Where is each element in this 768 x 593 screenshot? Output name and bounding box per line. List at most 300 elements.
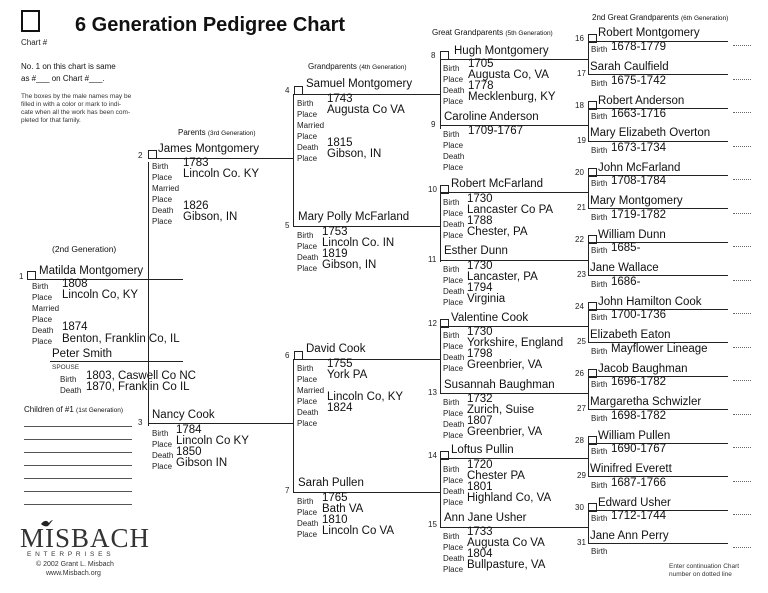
person-18-number: 18 — [575, 101, 584, 110]
person-10-birth: 1730 — [467, 193, 493, 205]
person-17-name: Sarah Caulfield — [590, 61, 669, 73]
person-12-line — [440, 326, 588, 327]
person-22-birth-label: Birth — [591, 246, 608, 255]
child-line-2[interactable] — [24, 439, 132, 440]
note-line-2: as #___ on Chart #___. — [21, 74, 105, 83]
person-30-birth-label: Birth — [591, 514, 608, 523]
person-8-place-label: Place — [443, 75, 464, 84]
person-14-name: Loftus Pullin — [451, 444, 514, 456]
person-1-birth-label: Birth — [32, 282, 49, 291]
person-13-death-place: Greenbrier, VA — [467, 426, 543, 438]
website: www.Misbach.org — [46, 570, 101, 577]
person-7-death-place: Lincoln Co VA — [322, 525, 395, 537]
person-9-name: Caroline Anderson — [444, 111, 539, 123]
person-14-number: 14 — [428, 451, 437, 460]
person-8-place2-label: Place — [443, 97, 464, 106]
spouse-name: Peter Smith — [52, 348, 113, 360]
person-16-birth: 1678-1779 — [611, 41, 666, 53]
person-6-birth: 1755 — [327, 358, 353, 370]
person-11-death: 1794 — [467, 282, 493, 294]
person-23-number: 23 — [577, 270, 586, 279]
person-8-name: Hugh Montgomery — [454, 45, 549, 57]
person-12-birth: 1730 — [467, 326, 493, 338]
person-7-birth-label: Birth — [297, 497, 314, 506]
box-note-4: pleted for that family. — [21, 117, 81, 124]
gen3-sub: (3rd Generation) — [207, 130, 256, 137]
box-note-3: cate when all the work has been com- — [21, 109, 131, 116]
gen3-heading — [178, 128, 256, 137]
person-10-death-label: Death — [443, 220, 465, 229]
person-2-birth: 1783 — [183, 157, 209, 169]
person-26-number: 26 — [575, 369, 584, 378]
continuation-note-2: number on dotted line — [669, 571, 732, 578]
person-1-death-place: Benton, Franklin Co, IL — [62, 333, 180, 345]
person-2-place3-label: Place — [152, 217, 173, 226]
person-30-name: Edward Usher — [598, 497, 671, 509]
connector-10 — [588, 175, 589, 208]
person-3-place2-label: Place — [152, 462, 173, 471]
person-22-line — [588, 242, 728, 243]
person-27-number: 27 — [577, 404, 586, 413]
person-15-death-label: Death — [443, 554, 465, 563]
connector-1 — [148, 162, 149, 426]
person-3-birth: 1784 — [176, 424, 202, 436]
person-4-married-label: Married — [297, 121, 325, 130]
person-12-death: 1798 — [467, 348, 493, 360]
person-8-death: 1778 — [468, 80, 494, 92]
connector-4 — [440, 59, 441, 129]
box-note-1: The boxes by the male names may be — [21, 93, 132, 100]
page-title: 6 Generation Pedigree Chart — [75, 14, 346, 36]
continuation-30[interactable] — [733, 514, 751, 515]
person-5-line — [293, 226, 440, 227]
person-26-birth-label: Birth — [591, 380, 608, 389]
person-1-birth: 1808 — [62, 278, 88, 290]
person-5-number: 5 — [285, 221, 290, 230]
person-1-married-label: Married — [32, 304, 60, 313]
person-26-birth: 1696-1782 — [611, 376, 666, 388]
person-14-place2-label: Place — [443, 498, 464, 507]
person-2-line — [148, 158, 293, 159]
logo-wordmark: MISBACH — [20, 523, 151, 553]
connector-9 — [588, 108, 589, 141]
person-11-place-label: Place — [443, 276, 464, 285]
person-8-death-label: Death — [443, 86, 465, 95]
person-8-death-place: Mecklenburg, KY — [468, 91, 556, 103]
person-5-place2-label: Place — [297, 264, 318, 273]
person-22-birth: 1685- — [611, 242, 641, 254]
person-5-death: 1819 — [322, 248, 348, 260]
person-2-name: James Montgomery — [158, 143, 259, 155]
person-12-number: 12 — [428, 319, 437, 328]
person-6-name: David Cook — [306, 343, 366, 355]
person-4-birth-place: Augusta Co VA — [327, 104, 405, 116]
person-10-birth-place: Lancaster Co PA — [467, 204, 554, 216]
person-10-name: Robert McFarland — [451, 178, 544, 190]
person-9-death-label: Death — [443, 152, 465, 161]
copyright: © 2002 Grant L. Misbach — [36, 561, 114, 568]
person-4-birth-label: Birth — [297, 99, 314, 108]
person-15-death-place: Bullpasture, VA — [467, 559, 546, 571]
person-6-birth-place: York PA — [327, 369, 368, 381]
connector-12 — [588, 309, 589, 342]
child-line-4[interactable] — [24, 465, 132, 466]
person-3-birth-place: Lincoln Co KY — [176, 435, 249, 447]
person-4-birth: 1743 — [327, 93, 353, 105]
person-12-death-place: Greenbrier, VA — [467, 359, 543, 371]
continuation-24[interactable] — [733, 313, 751, 314]
person-31-birth-label: Birth — [591, 547, 608, 556]
person-7-number: 7 — [285, 486, 290, 495]
person-30-number: 30 — [575, 503, 584, 512]
child-line-1[interactable] — [24, 426, 132, 427]
spouse-line — [50, 361, 183, 362]
person-4-line — [293, 94, 440, 95]
person-7-birth: 1765 — [322, 492, 348, 504]
person-25-birth: Mayflower Lineage — [611, 343, 708, 355]
person-11-birth-place: Lancaster, PA — [467, 271, 538, 283]
person-15-death: 1804 — [467, 548, 493, 560]
connector-14 — [588, 443, 589, 476]
person-8-number: 8 — [431, 51, 436, 60]
person-14-birth-place: Chester PA — [467, 470, 525, 482]
person-25-number: 25 — [577, 337, 586, 346]
person-8-line — [440, 59, 588, 60]
person-7-place-label: Place — [297, 508, 318, 517]
person-24-number: 24 — [575, 302, 584, 311]
person-14-place-label: Place — [443, 476, 464, 485]
person-29-number: 29 — [577, 471, 586, 480]
person-1-place3-label: Place — [32, 337, 53, 346]
person-2-place2-label: Place — [152, 195, 173, 204]
person-6-line — [293, 359, 440, 360]
person-7-birth-place: Bath VA — [322, 503, 364, 515]
person-20-birth: 1708-1784 — [611, 175, 666, 187]
person-9-birth-label: Birth — [443, 130, 460, 139]
spouse-birth: 1803, Caswell Co NC — [86, 370, 196, 382]
person-14-death-label: Death — [443, 487, 465, 496]
person-1-place2-label: Place — [32, 315, 53, 324]
person-4-place3-label: Place — [297, 154, 318, 163]
person-7-death: 1810 — [322, 514, 348, 526]
person-15-number: 15 — [428, 520, 437, 529]
person-10-death-place: Chester, PA — [467, 226, 528, 238]
person-8-birth: 1705 — [468, 58, 494, 70]
person-10-place-label: Place — [443, 209, 464, 218]
person-15-birth: 1733 — [467, 526, 493, 538]
person-10-number: 10 — [428, 185, 437, 194]
gen6-heading — [592, 13, 728, 22]
person-20-name: John McFarland — [598, 162, 681, 174]
person-14-line — [440, 458, 588, 459]
person-12-name: Valentine Cook — [451, 312, 529, 324]
person-8-birth-place: Augusta Co, VA — [468, 69, 549, 81]
person-26-name: Jacob Baughman — [598, 363, 688, 375]
person-28-number: 28 — [575, 436, 584, 445]
person-10-birth-label: Birth — [443, 198, 460, 207]
continuation-23[interactable] — [733, 280, 751, 281]
person-2-birth-place: Lincoln Co. KY — [183, 168, 260, 180]
person-4-name: Samuel Montgomery — [306, 78, 413, 90]
person-13-birth-label: Birth — [443, 398, 460, 407]
person-6-married-label: Married — [297, 386, 325, 395]
person-13-death-label: Death — [443, 420, 465, 429]
person-3-birth-label: Birth — [152, 429, 169, 438]
person-18-name: Robert Anderson — [598, 95, 685, 107]
person-5-birth: 1753 — [322, 226, 348, 238]
person-4-place2-label: Place — [297, 132, 318, 141]
spouse-death: 1870, Franklin Co IL — [86, 381, 190, 393]
person-21-number: 21 — [577, 203, 586, 212]
person-9-place2-label: Place — [443, 163, 464, 172]
person-16-number: 16 — [575, 34, 584, 43]
person-9-number: 9 — [431, 120, 436, 129]
person-17-birth: 1675-1742 — [611, 75, 666, 87]
person-18-birth-label: Birth — [591, 112, 608, 121]
gen2-heading: (2nd Generation) — [52, 244, 117, 254]
person-3-place-label: Place — [152, 440, 173, 449]
person-7-death-label: Death — [297, 519, 319, 528]
person-29-birth: 1687-1766 — [611, 477, 666, 489]
person-12-place2-label: Place — [443, 364, 464, 373]
person-11-line — [440, 260, 588, 261]
person-11-name: Esther Dunn — [444, 245, 508, 257]
person-15-line — [440, 527, 588, 528]
continuation-note-1: Enter continuation Chart — [669, 563, 740, 570]
person-13-death: 1807 — [467, 415, 493, 427]
person-13-place-label: Place — [443, 409, 464, 418]
person-24-birth-label: Birth — [591, 313, 608, 322]
box-note-2: filled in with a color or mark to indi- — [21, 101, 122, 108]
children-heading — [24, 405, 123, 414]
note-line-1: No. 1 on this chart is same — [21, 62, 116, 71]
person-25-name: Elizabeth Eaton — [590, 329, 671, 341]
person-24-name: John Hamilton Cook — [598, 296, 702, 308]
children-sub: (1st Generation) — [76, 407, 124, 414]
person-9-birth: 1709-1767 — [468, 125, 523, 137]
chart-number-box[interactable] — [21, 10, 40, 32]
person-9-place-label: Place — [443, 141, 464, 150]
person-1-death: 1874 — [62, 321, 88, 333]
gen5-heading — [432, 28, 553, 37]
person-27-name: Margaretha Schwizler — [590, 396, 702, 408]
person-20-number: 20 — [575, 168, 584, 177]
continuation-29[interactable] — [733, 481, 751, 482]
person-30-birth: 1712-1744 — [611, 510, 666, 522]
person-10-place2-label: Place — [443, 231, 464, 240]
person-23-line — [588, 275, 728, 276]
person-2-death-place: Gibson, IN — [183, 211, 238, 223]
person-11-birth-label: Birth — [443, 265, 460, 274]
person-4-death: 1815 — [327, 137, 353, 149]
person-7-name: Sarah Pullen — [298, 477, 364, 489]
gen3-title: Parents — [178, 128, 206, 137]
connector-8 — [588, 41, 589, 74]
person-12-place-label: Place — [443, 342, 464, 351]
person-21-name: Mary Montgomery — [590, 195, 683, 207]
person-14-birth: 1720 — [467, 459, 493, 471]
continuation-19[interactable] — [733, 146, 751, 147]
gen4-title: Grandparents — [308, 62, 357, 71]
person-22-name: William Dunn — [598, 229, 666, 241]
person-1-name: Matilda Montgomery — [39, 265, 144, 277]
continuation-25[interactable] — [733, 347, 751, 348]
person-10-death: 1788 — [467, 215, 493, 227]
person-1-number: 1 — [19, 272, 24, 281]
person-6-place-label: Place — [297, 375, 318, 384]
person-14-death-place: Highland Co, VA — [467, 492, 552, 504]
child-line-6[interactable] — [24, 491, 132, 492]
connector-7 — [440, 458, 441, 527]
person-4-death-label: Death — [297, 143, 319, 152]
person-13-birth: 1732 — [467, 393, 493, 405]
person-28-birth: 1690-1767 — [611, 443, 666, 455]
person-3-death-place: Gibson IN — [176, 457, 228, 469]
connector-3 — [293, 359, 294, 493]
continuation-21[interactable] — [733, 213, 751, 214]
person-29-birth-label: Birth — [591, 481, 608, 490]
person-31-number: 31 — [577, 538, 586, 547]
child-line-3[interactable] — [24, 452, 132, 453]
person-13-birth-place: Zurich, Suise — [467, 404, 535, 416]
person-15-name: Ann Jane Usher — [444, 512, 527, 524]
person-1-death-label: Death — [32, 326, 54, 335]
person-20-birth-label: Birth — [591, 179, 608, 188]
continuation-27[interactable] — [733, 414, 751, 415]
connector-13 — [588, 376, 589, 409]
person-21-birth: 1719-1782 — [611, 209, 666, 221]
person-11-death-label: Death — [443, 287, 465, 296]
continuation-17[interactable] — [733, 79, 751, 80]
connector-2 — [293, 94, 294, 226]
children-title: Children of #1 — [24, 405, 74, 414]
person-2-place-label: Place — [152, 173, 173, 182]
person-17-birth-label: Birth — [591, 79, 608, 88]
person-6-number: 6 — [285, 351, 290, 360]
person-4-death-place: Gibson, IN — [327, 148, 382, 160]
person-17-number: 17 — [577, 69, 586, 78]
person-10-line — [440, 192, 588, 193]
person-2-married-label: Married — [152, 184, 180, 193]
person-19-birth: 1673-1734 — [611, 142, 666, 154]
person-3-name: Nancy Cook — [152, 409, 215, 421]
person-18-birth: 1663-1716 — [611, 108, 666, 120]
person-2-death: 1826 — [183, 200, 209, 212]
person-7-place2-label: Place — [297, 530, 318, 539]
person-27-birth: 1698-1782 — [611, 410, 666, 422]
person-7-line — [293, 492, 440, 493]
person-19-birth-label: Birth — [591, 146, 608, 155]
person-6-death: 1824 — [327, 402, 353, 414]
continuation-22[interactable] — [733, 246, 751, 247]
person-19-number: 19 — [577, 136, 586, 145]
person-27-birth-label: Birth — [591, 414, 608, 423]
person-28-birth-label: Birth — [591, 447, 608, 456]
logo-subtitle: E N T E R P R I S E S — [27, 551, 112, 558]
person-6-place3-label: Place — [297, 419, 318, 428]
person-15-birth-label: Birth — [443, 532, 460, 541]
connector-11 — [588, 242, 589, 275]
connector-15 — [588, 510, 589, 543]
person-13-name: Susannah Baughman — [444, 379, 555, 391]
person-2-number: 2 — [138, 151, 143, 160]
continuation-18[interactable] — [733, 112, 751, 113]
person-24-birth: 1700-1736 — [611, 309, 666, 321]
person-31-line — [588, 543, 728, 544]
person-16-birth-label: Birth — [591, 45, 608, 54]
continuation-28[interactable] — [733, 447, 751, 448]
child-line-5[interactable] — [24, 478, 132, 479]
person-5-place-label: Place — [297, 242, 318, 251]
person-25-birth-label: Birth — [591, 347, 608, 356]
continuation-26[interactable] — [733, 380, 751, 381]
person-11-place2-label: Place — [443, 298, 464, 307]
person-13-number: 13 — [428, 388, 437, 397]
person-21-birth-label: Birth — [591, 213, 608, 222]
person-1-birth-place: Lincoln Co, KY — [62, 289, 139, 301]
person-6-place2-label: Place — [297, 397, 318, 406]
person-3-death-label: Death — [152, 451, 174, 460]
person-13-place2-label: Place — [443, 431, 464, 440]
person-2-death-label: Death — [152, 206, 174, 215]
person-14-death: 1801 — [467, 481, 493, 493]
person-5-birth-place: Lincoln Co. IN — [322, 237, 395, 249]
connector-5 — [440, 192, 441, 262]
continuation-16[interactable] — [733, 45, 751, 46]
person-11-death-place: Virginia — [467, 293, 506, 305]
person-31-name: Jane Ann Perry — [590, 530, 669, 542]
child-line-7[interactable] — [24, 504, 132, 505]
person-5-birth-label: Birth — [297, 231, 314, 240]
gen6-title: 2nd Great Grandparents — [592, 13, 679, 22]
connector-1-mid — [140, 279, 148, 280]
person-12-birth-label: Birth — [443, 331, 460, 340]
person-23-birth: 1686- — [611, 276, 641, 288]
gen5-title: Great Grandparents — [432, 28, 504, 37]
person-4-number: 4 — [285, 86, 290, 95]
person-16-name: Robert Montgomery — [598, 27, 700, 39]
person-6-birth-label: Birth — [297, 364, 314, 373]
continuation-20[interactable] — [733, 179, 751, 180]
person-5-death-place: Gibson, IN — [322, 259, 377, 271]
gen4-heading — [308, 62, 407, 71]
person-12-death-label: Death — [443, 353, 465, 362]
person-5-death-label: Death — [297, 253, 319, 262]
person-14-birth-label: Birth — [443, 465, 460, 474]
gen4-sub: (4th Generation) — [359, 64, 407, 71]
person-6-death-label: Death — [297, 408, 319, 417]
person-3-line — [148, 423, 293, 424]
person-6-married-place: Lincoln Co, KY — [327, 391, 404, 403]
gen6-sub: (6th Generation) — [680, 15, 729, 22]
person-2-birth-label: Birth — [152, 162, 169, 171]
person-1-line — [27, 279, 183, 280]
person-19-name: Mary Elizabeth Overton — [590, 127, 711, 139]
continuation-31[interactable] — [733, 547, 751, 548]
spouse-label: SPOUSE — [52, 364, 80, 371]
person-23-name: Jane Wallace — [590, 262, 659, 274]
person-15-birth-place: Augusta Co VA — [467, 537, 545, 549]
person-23-birth-label: Birth — [591, 280, 608, 289]
person-3-number: 3 — [138, 418, 143, 427]
person-11-number: 11 — [428, 255, 437, 264]
person-8-birth-label: Birth — [443, 64, 460, 73]
person-11-birth: 1730 — [467, 260, 493, 272]
person-5-name: Mary Polly McFarland — [298, 211, 410, 223]
person-13-line — [440, 393, 588, 394]
person-12-birth-place: Yorkshire, England — [467, 337, 564, 349]
person-1-place-label: Place — [32, 293, 53, 302]
